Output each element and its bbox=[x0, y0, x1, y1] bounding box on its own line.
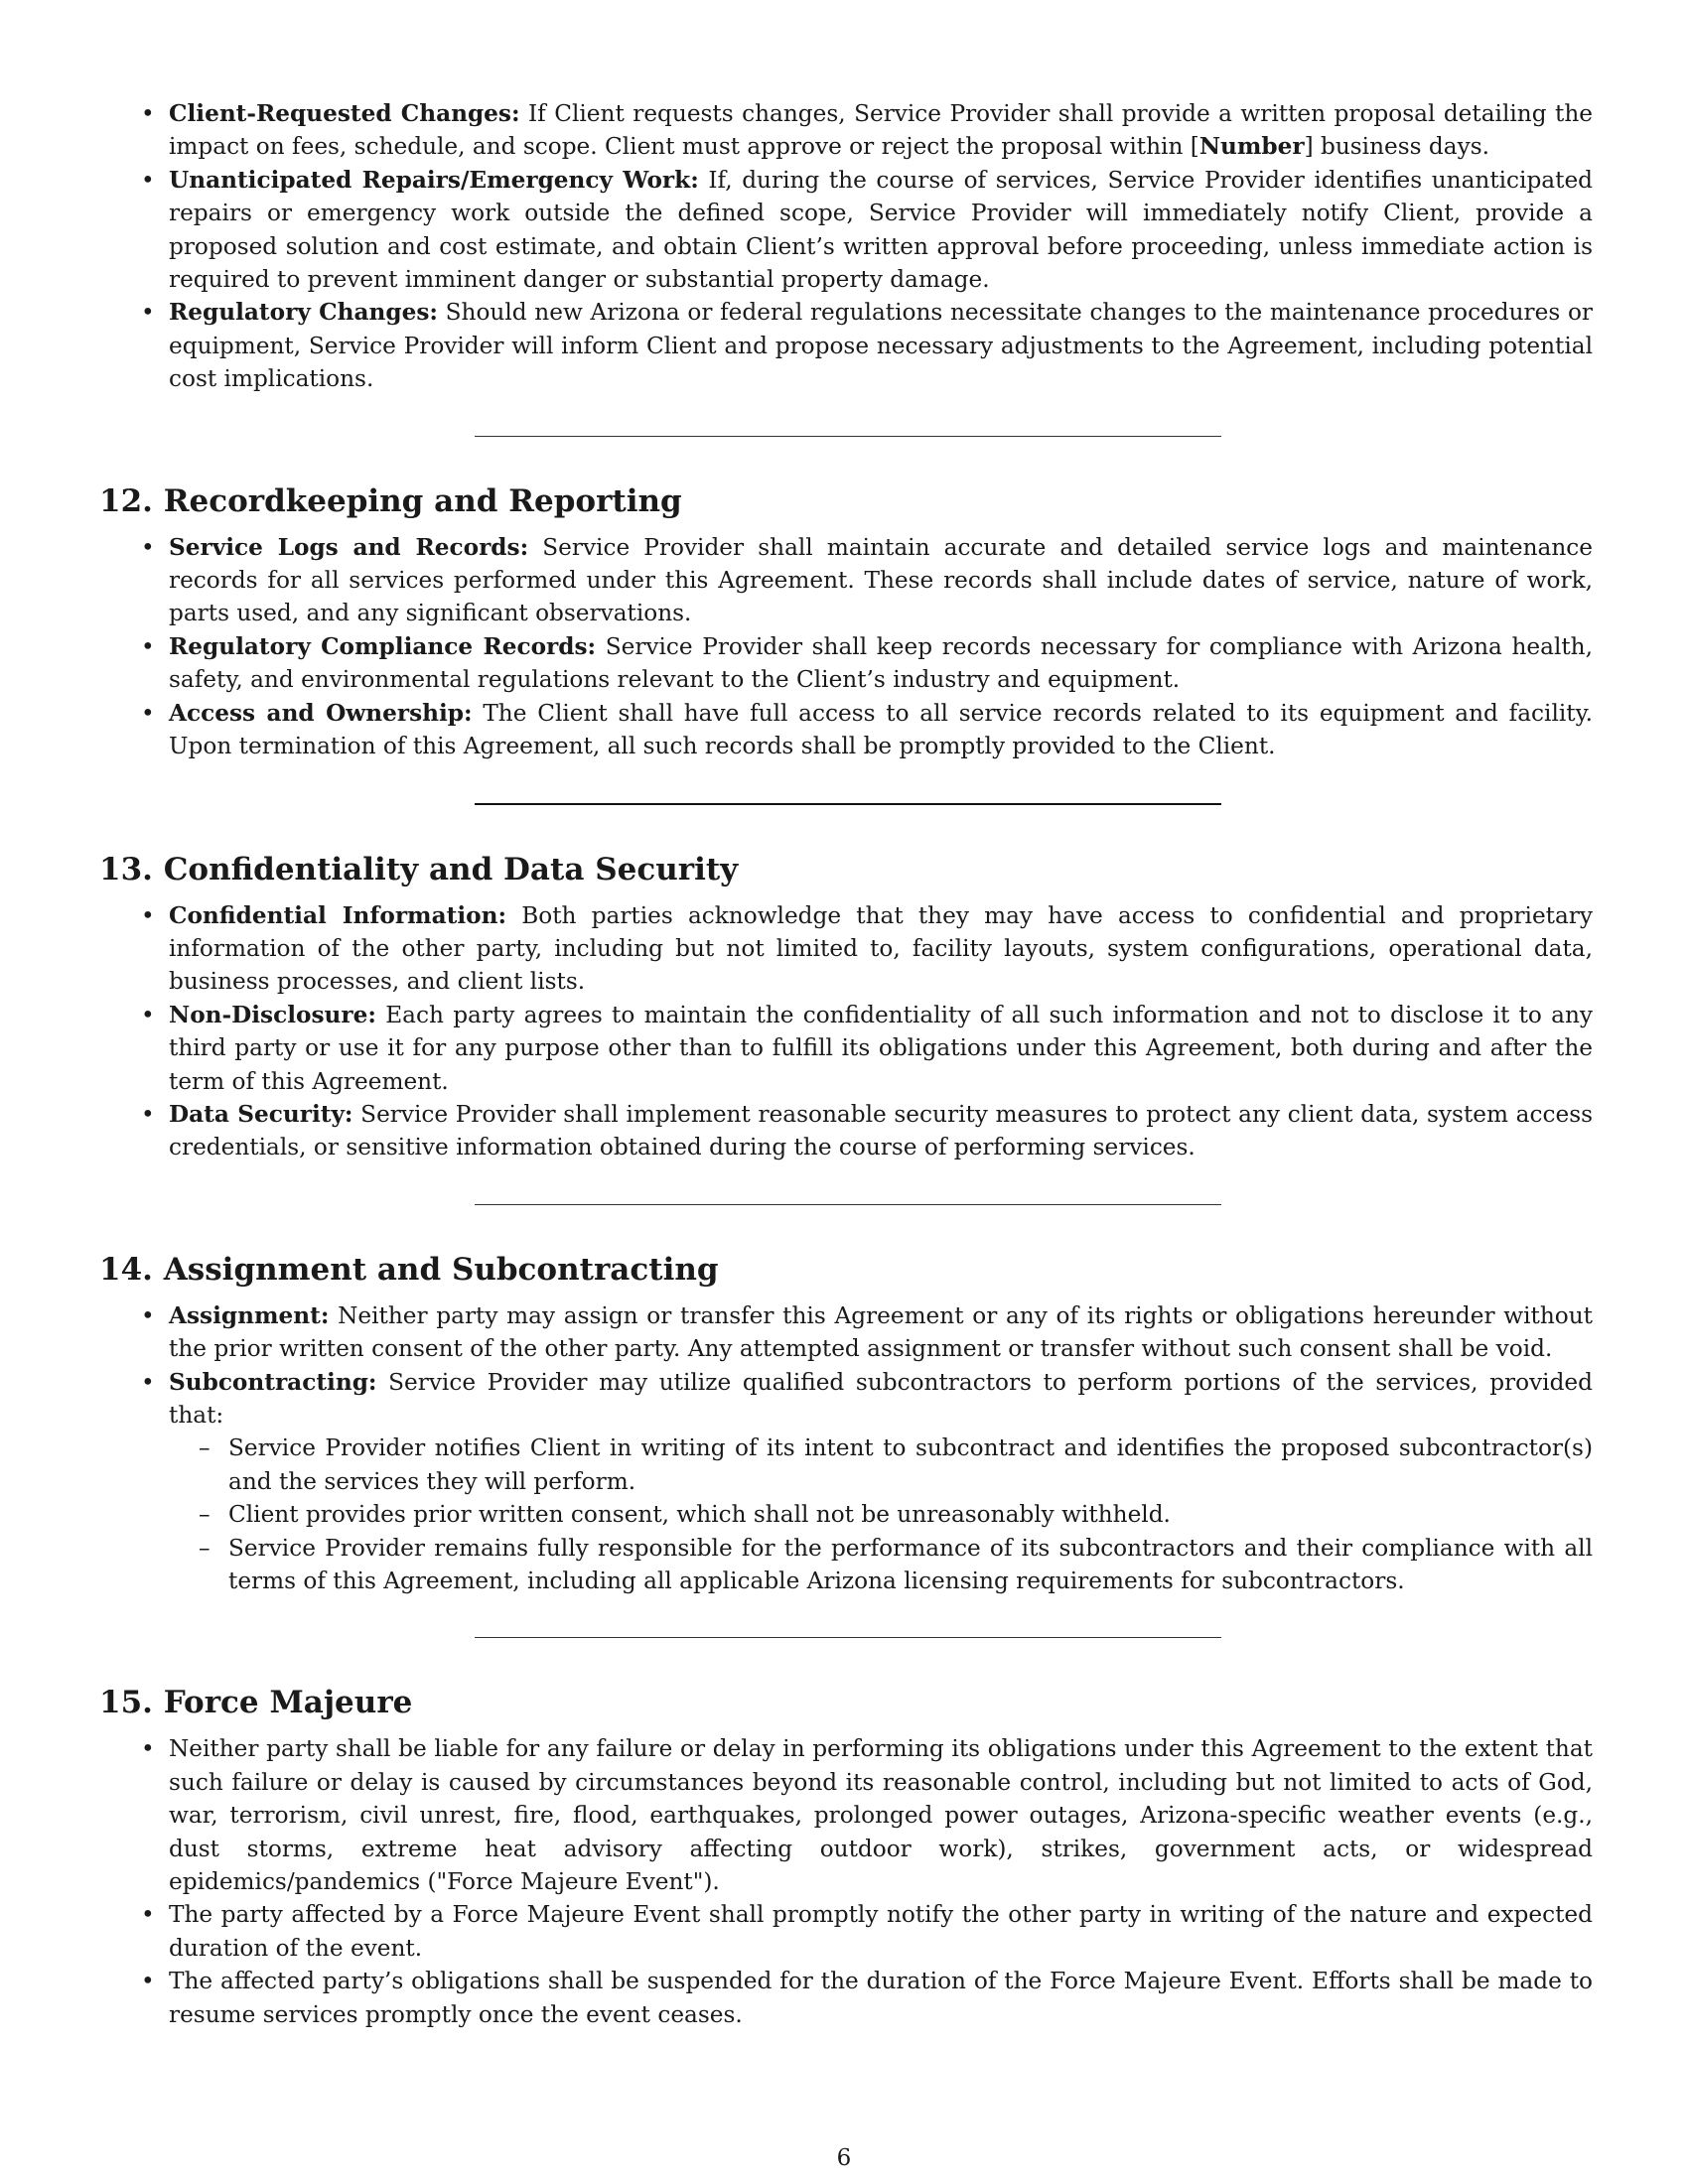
list-item bbox=[169, 97, 1593, 164]
item-text: Each party agrees to maintain the confidentiality of all such information and not to disclose it to any third party or use it for any purpose other than to fulfill its obligations under this Agreement, both during and after the term of this Agreement. bbox=[169, 1001, 1593, 1095]
placeholder-number: Number bbox=[1198, 133, 1305, 161]
list-item bbox=[169, 1299, 1593, 1366]
section-heading-15: 15. Force Majeure bbox=[99, 1685, 413, 1721]
item-text: Both parties acknowledge that they may have access to confidential and proprietary information of the other party, including but not limited to, facility layouts, system configurations, operational data, business processes, and client lists. bbox=[169, 901, 1593, 996]
section-heading-12: 12. Recordkeeping and Reporting bbox=[99, 482, 682, 519]
item-text: If, during the course of services, Service Provider identifies unanticipated repairs or emergency work outside the defined scope, Service Provider will immediately notify Client, provide a proposed solution and cost estimate, and obtain Client’s written approval before proceeding, unless immediate action is required to prevent imminent danger or substantial property damage. bbox=[169, 166, 1594, 294]
sub-list-item: – Client provides prior written consent, which shall not be unreasonably withheld. bbox=[228, 1498, 1593, 1531]
section-divider bbox=[475, 1637, 1221, 1638]
section-heading-14: 14. Assignment and Subcontracting bbox=[99, 1251, 719, 1288]
list-item bbox=[169, 899, 1593, 999]
item-text: Service Provider shall keep records necessary for compliance with Arizona health, safety, and environmental regulations relevant to the Client’s industry and equipment. bbox=[169, 632, 1593, 694]
item-label: Confidential Information: bbox=[169, 901, 507, 929]
list-item bbox=[169, 531, 1593, 630]
item-text: Neither party may assign or transfer this Agreement or any of its rights or obligations hereunder without the prior written consent of the other party. Any attempted assignment or transfer without such consent shall be void. bbox=[169, 1301, 1593, 1363]
item-text: Service Provider may utilize qualified subcontractors to perform portions of the services, provided that: bbox=[169, 1368, 1593, 1429]
item-label: Regulatory Compliance Records: bbox=[169, 632, 597, 660]
page-number: 6 bbox=[836, 2145, 852, 2171]
sub-list-item: – Service Provider remains fully responsible for the performance of its subcontractors and their compliance with all terms of this Agreement, including all applicable Arizona licensing requirements for subcontractors. bbox=[228, 1532, 1593, 1598]
item-label: Access and Ownership: bbox=[169, 699, 473, 727]
list-item bbox=[169, 697, 1593, 763]
section-divider bbox=[475, 803, 1221, 805]
section-15-list bbox=[99, 1732, 1593, 2031]
item-text: Service Provider shall implement reasonable security measures to protect any client data, system access credentials, or sensitive information obtained during the course of performing services. bbox=[169, 1100, 1593, 1161]
item-label: Subcontracting: bbox=[169, 1368, 377, 1396]
item-text: ] business days. bbox=[1304, 133, 1489, 161]
section-divider bbox=[475, 436, 1221, 437]
item-text: Service Provider shall maintain accurate and detailed service logs and maintenance records for all services performed under this Agreement. These records shall include dates of service, nature of work, parts used, and any significant observations. bbox=[169, 533, 1593, 627]
section-13-list bbox=[99, 899, 1593, 1164]
item-text: Should new Arizona or federal regulations necessitate changes to the maintenance procedures or equipment, Service Provider will inform Client and propose necessary adjustments to the Agreement, including potential cost implications. bbox=[169, 299, 1593, 393]
sub-list-item: – Service Provider notifies Client in writing of its intent to subcontract and identifies the proposed subcontractor(s) and the services they will perform. bbox=[228, 1432, 1593, 1498]
list-item bbox=[169, 296, 1593, 395]
item-text: If Client requests changes, Service Provider shall provide a written proposal detailing the impact on fees, schedule, and scope. Client must approve or reject the proposal within [ bbox=[169, 100, 1593, 161]
section-heading-13: 13. Confidentiality and Data Security bbox=[99, 851, 739, 887]
section-14-list bbox=[99, 1299, 1593, 1598]
list-item bbox=[169, 1366, 1593, 1598]
item-label: Unanticipated Repairs/Emergency Work: bbox=[169, 166, 699, 194]
list-item bbox=[169, 999, 1593, 1098]
item-label: Data Security: bbox=[169, 1100, 353, 1128]
list-item bbox=[169, 1098, 1593, 1164]
list-item bbox=[169, 630, 1593, 697]
list-item: • The affected party’s obligations shall be suspended for the duration of the Force Majeure Event. Efforts shall be made to resume services promptly once the event ceases. bbox=[169, 1965, 1593, 2031]
list-item bbox=[169, 164, 1593, 297]
item-label: Assignment: bbox=[169, 1301, 330, 1329]
item-label: Client-Requested Changes: bbox=[169, 100, 520, 127]
item-label: Regulatory Changes: bbox=[169, 299, 438, 327]
section-divider bbox=[475, 1204, 1221, 1205]
section-12-list bbox=[99, 531, 1593, 763]
item-label: Service Logs and Records: bbox=[169, 533, 529, 561]
item-text: The Client shall have full access to all service records related to its equipment and facility. Upon termination of this Agreement, all such records shall be promptly provided to the Client. bbox=[169, 699, 1593, 760]
change-provisions-list bbox=[99, 97, 1593, 396]
list-item: • The party affected by a Force Majeure Event shall promptly notify the other party in writing of the nature and expected duration of the event. bbox=[169, 1898, 1593, 1965]
item-label: Non-Disclosure: bbox=[169, 1001, 376, 1028]
subcontracting-conditions-list bbox=[169, 1432, 1593, 1597]
list-item: • Neither party shall be liable for any failure or delay in performing its obligations under this Agreement to the extent that such failure or delay is caused by circumstances beyond its reasonable control, including but not limited to acts of God, war, terrorism, civil unrest, fire, flood, earthquakes, prolonged power outages, Arizona-specific weather events (e.g., dust storms, extreme heat advisory affecting outdoor work), strikes, government acts, or widespread epidemics/pandemics ("Force Majeure Event"). bbox=[169, 1732, 1593, 1898]
